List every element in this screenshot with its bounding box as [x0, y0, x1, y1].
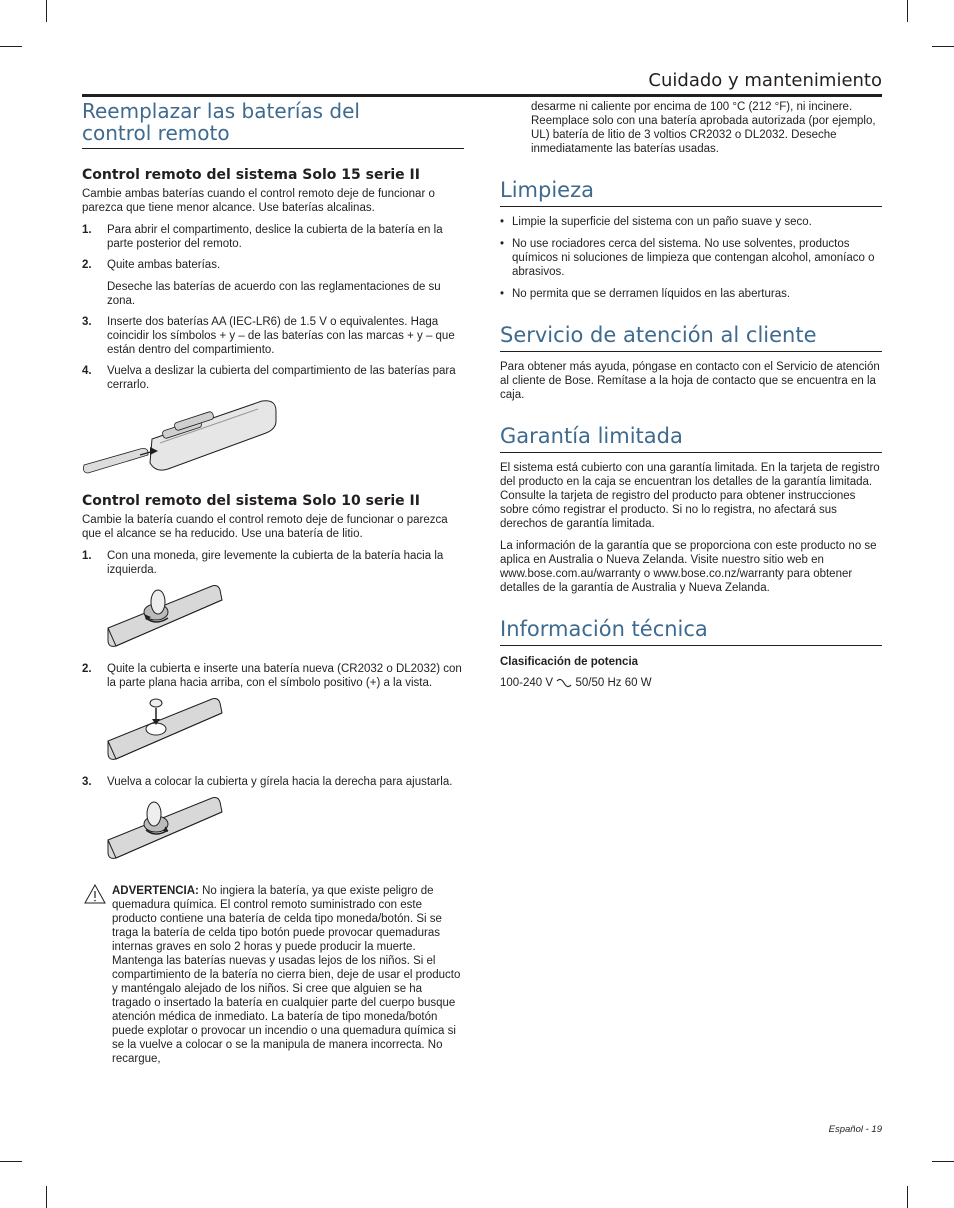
crop-mark: [46, 0, 47, 22]
crop-mark: [0, 1161, 22, 1162]
limpieza-section: [500, 178, 882, 301]
solo15-intro: Cambie ambas baterías cuando el control remoto deje de funcionar o parezca que tiene menor alcance. Use baterías alcalinas.: [82, 188, 435, 214]
list-item: 3. Vuelva a colocar la cubierta y gírela hacia la derecha para ajustarla.: [82, 776, 453, 788]
solo10-steps-final: [82, 775, 464, 789]
limpieza-title: Limpieza: [500, 178, 882, 207]
ac-sine-icon: [556, 678, 572, 688]
page-header: [82, 66, 882, 97]
crop-mark: [907, 0, 908, 22]
warning-text: No ingiera la batería, ya que existe peligro de quemadura química. El control remoto suministrado con este producto contiene una batería de celda tipo moneda/botón. Si se traga la batería de celda tipo botón puede provocar quemaduras internas graves en solo 2 horas y puede producir la muerte. Mantenga las baterías nuevas y usadas lejos de los niños. Si el compartimiento de la batería no cierra bien, deje de usar el producto y manténgalo alejado de los niños. Si cree que alguien se ha tragado o insertado la batería en cualquier parte del cuerpo busque atención médica de inmediato. La batería de tipo moneda/botón puede explotar o provocar un incendio o una quemadura química si se la vuelve a colocar o se la manipula de manera incorrecta. No recargue,: [112, 885, 461, 1065]
crop-mark: [932, 1161, 954, 1162]
list-item: • No use rociadores cerca del sistema. No use solventes, productos químicos ni soluciones de limpieza que contengan alcohol, amoníaco o abrasivos.: [500, 237, 882, 279]
solo15-heading: Control remoto del sistema Solo 15 serie II: [82, 167, 420, 183]
garantia-section: [500, 424, 882, 595]
battery-warning: [82, 884, 464, 1066]
list-item: 2. Quite ambas baterías. Deseche las baterías de acuerdo con las reglamentaciones de su zona.: [82, 259, 441, 307]
remote-aa-battery-illustration: [82, 399, 282, 475]
list-item: 2. Quite la cubierta e inserte una batería nueva (CR2032 o DL2032) con la parte plana hacia arriba, con el símbolo positivo (+) a la vista.: [82, 663, 462, 689]
crop-mark: [46, 1186, 47, 1208]
solo15-steps: [82, 223, 464, 392]
servicio-section: [500, 323, 882, 402]
list-item: 1. Para abrir el compartimento, deslice la cubierta de la batería en la parte posterior del remoto.: [82, 224, 443, 250]
list-item: 1. Con una moneda, gire levemente la cubierta de la batería hacia la izquierda.: [82, 550, 444, 576]
list-item: 4. Vuelva a deslizar la cubierta del compartimiento de las baterías para cerrarlo.: [82, 365, 456, 391]
section-title: Cuidado y mantenimiento: [648, 70, 882, 91]
solo10-steps: [82, 549, 464, 577]
garantia-p2: La información de la garantía que se proporciona con este producto no se aplica en Australia o Nueva Zelanda. Visite nuestro sitio web en www.bose.com.au/warranty o www.bose.co.nz/warranty para obtener detalles de la garantía de Australia y Nueva Zelanda.: [500, 540, 877, 594]
tecnica-title: Información técnica: [500, 617, 882, 646]
list-item: • No permita que se derramen líquidos en las aberturas.: [500, 287, 882, 301]
insert-coin-battery-illustration: [106, 697, 246, 767]
coin-turn-illustration: [106, 584, 246, 654]
power-rating-value: 100-240 V 50/50 Hz 60 W: [500, 677, 652, 689]
list-item: 3. Inserte dos baterías AA (IEC-LR6) de 1.5 V o equivalentes. Haga coincidir los símbolos + y – de las baterías con las marcas + y – que están dentro del compartimiento.: [82, 316, 455, 356]
power-rating-label: Clasificación de potencia: [500, 656, 639, 668]
limpieza-list: [500, 215, 882, 301]
garantia-p1: El sistema está cubierto con una garantía limitada. En la tarjeta de registro del producto en la caja se encuentran los detalles de la garantía limitada. Consulte la tarjeta de registro del producto para obtener instrucciones sobre cómo registrar el producto. Si no lo registra, no afectará sus derechos de garantía limitada.: [500, 462, 880, 530]
crop-mark: [0, 46, 22, 47]
left-column: [82, 100, 464, 1066]
garantia-title: Garantía limitada: [500, 424, 882, 453]
solo10-heading: Control remoto del sistema Solo 10 serie II: [82, 493, 420, 509]
warning-label: ADVERTENCIA:: [112, 885, 199, 897]
servicio-title: Servicio de atención al cliente: [500, 323, 882, 352]
battery-section-title: Reemplazar las baterías del control remoto: [82, 100, 464, 149]
tecnica-section: [500, 617, 882, 690]
warning-continued: desarme ni caliente por encima de 100 °C (212 °F), ni incinere. Reemplace solo con una batería aprobada autorizada (por ejemplo, UL) batería de litio de 3 voltios CR2032 o DL2032. Deseche inmediatamente las baterías usadas.: [531, 101, 876, 155]
solo10-steps-continued: [82, 662, 464, 690]
page-number: Español - 19: [828, 1124, 882, 1135]
list-item: • Limpie la superficie del sistema con un paño suave y seco.: [500, 215, 882, 229]
solo10-intro: Cambie la batería cuando el control remoto deje de funcionar o parezca que el alcance se ha reducido. Use una batería de litio.: [82, 514, 448, 540]
right-column: [500, 100, 882, 690]
crop-mark: [907, 1186, 908, 1208]
servicio-text: Para obtener más ayuda, póngase en contacto con el Servicio de atención al cliente de Bose. Remítase a la hoja de contacto que se encuentra en la caja.: [500, 361, 880, 401]
crop-mark: [932, 46, 954, 47]
coin-tighten-illustration: [106, 796, 246, 866]
warning-triangle-icon: [84, 884, 106, 904]
